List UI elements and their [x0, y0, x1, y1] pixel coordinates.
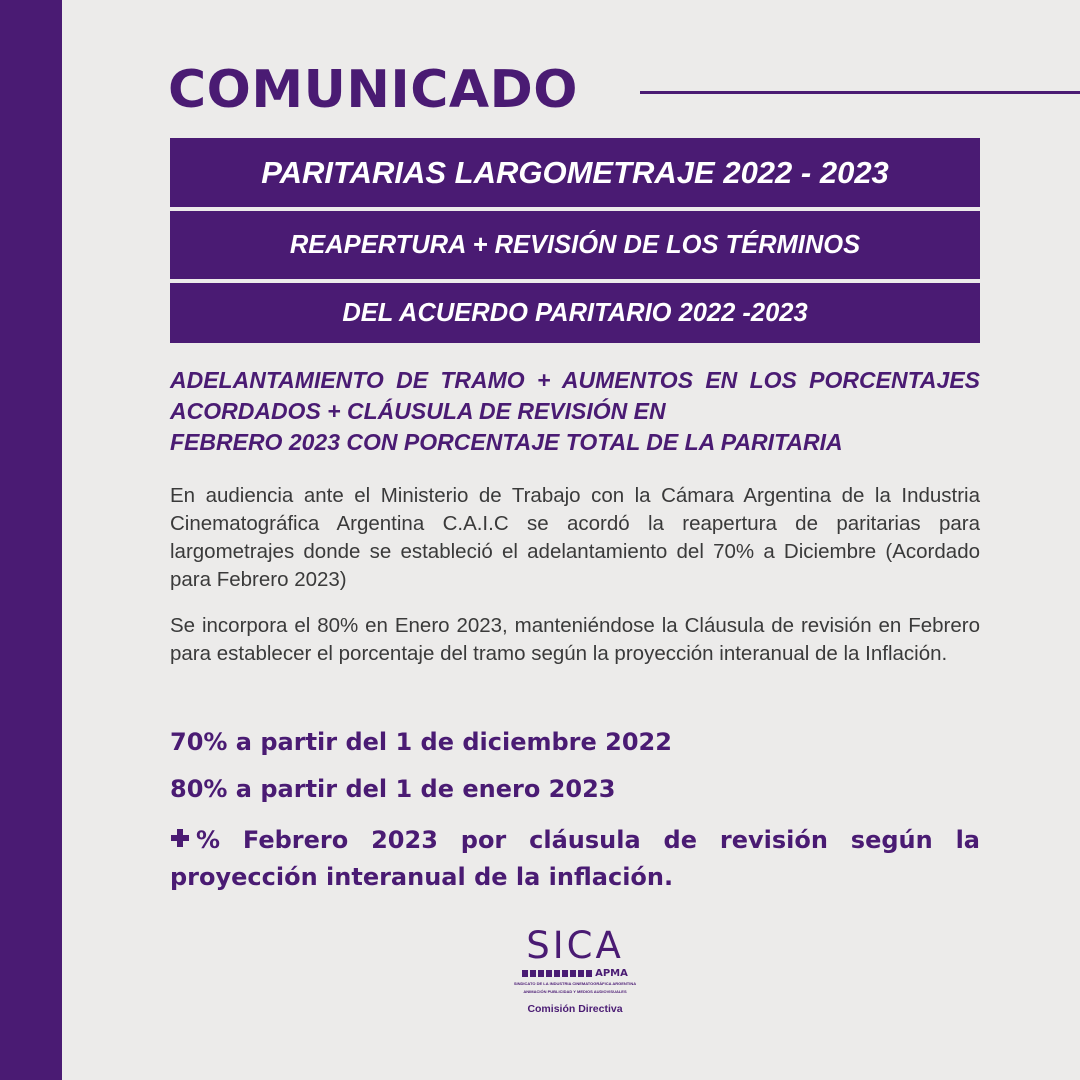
logo-mark: SICA — [526, 924, 624, 967]
sica-logo — [510, 926, 640, 1015]
subheading — [170, 365, 980, 458]
banner-acuerdo: DEL ACUERDO PARITARIO 2022 -2023 — [170, 283, 980, 343]
page-title: COMUNICADO — [168, 60, 578, 120]
body-paragraph-incorpora: Se incorpora el 80% en Enero 2023, manteniéndose la Cláusula de revisión en Febrero para establecer el porcentaje del tramo según la proyección interanual de la Inflación. — [170, 614, 980, 665]
title-divider — [640, 91, 1080, 94]
logo-line-2: ANIMACIÓN PUBLICIDAD Y MEDIOS AUDIOVISUALES — [523, 989, 627, 994]
highlight-january: 80% a partir del 1 de enero 2023 — [170, 775, 616, 803]
highlight-february-text: % Febrero 2023 por cláusula de revisión según la proyección interanual de la inflación. — [170, 826, 980, 891]
logo-footer: Comisión Directiva — [527, 1003, 623, 1015]
highlight-february — [170, 822, 980, 896]
highlight-december: 70% a partir del 1 de diciembre 2022 — [170, 728, 672, 756]
body-paragraph-audiencia: En audiencia ante el Ministerio de Trabajo con la Cámara Argentina de la Industria Cinematográfica Argentina C.A.I.C se acordó la reapertura de paritarias para largometrajes donde se estableció el adelantamiento del 70% a Diciembre (Acordado para Febrero 2023) — [170, 484, 980, 591]
banner-reapertura: REAPERTURA + REVISIÓN DE LOS TÉRMINOS — [170, 211, 980, 279]
plus-icon — [170, 822, 190, 859]
logo-strip — [510, 968, 640, 979]
side-accent-bar — [0, 0, 62, 1080]
subheading-line-b: FEBRERO 2023 CON PORCENTAJE TOTAL DE LA PARITARIA — [170, 429, 843, 455]
logo-sub: APMA — [595, 968, 628, 979]
banner-paritarias: PARITARIAS LARGOMETRAJE 2022 - 2023 — [170, 138, 980, 207]
logo-line-1: SINDICATO DE LA INDUSTRIA CINEMATOGRÁFICA ARGENTINA — [513, 981, 637, 986]
subheading-line-a: ADELANTAMIENTO DE TRAMO + AUMENTOS EN LOS PORCENTAJES ACORDADOS + CLÁUSULA DE REVISIÓN EN — [170, 367, 980, 424]
logo-film-strip-icon — [522, 970, 592, 977]
